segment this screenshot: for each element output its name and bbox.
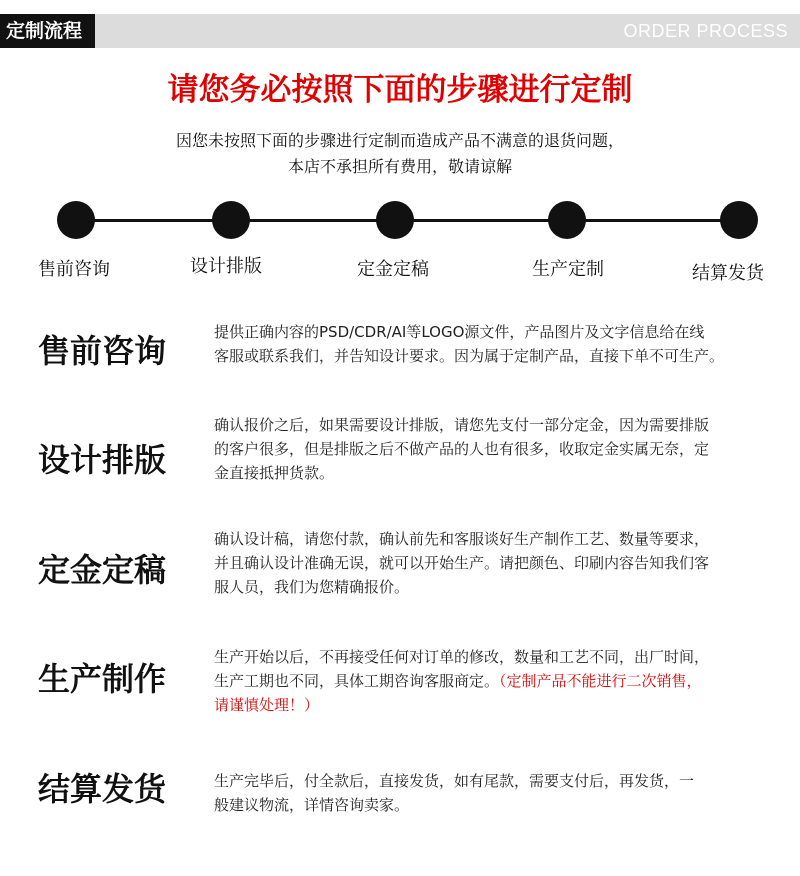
- description-line: 金直接抵押货款。: [214, 464, 335, 482]
- description-line: 服人员，我们为您精确报价。: [214, 578, 410, 596]
- section-title: 结算发货: [38, 770, 167, 808]
- description-line: 提供正确内容的PSD/CDR/AI等LOGO源文件，产品图片及文字信息给在线: [214, 323, 705, 341]
- section-description: [214, 527, 774, 599]
- description-line: 客服或联系我们，并告知设计要求。因为属于定制产品，直接下单不可生产。: [214, 347, 725, 365]
- warning-text: （定制产品不能进行二次销售，: [499, 672, 702, 690]
- timeline-label-2: 设计排版: [190, 256, 262, 277]
- timeline-label-5: 结算发货: [692, 263, 764, 284]
- description-line: 般建议物流，详情咨询卖家。: [214, 796, 410, 814]
- section-description: [214, 645, 774, 717]
- description-text: 生产工期也不同，具体工期咨询客服商定。: [214, 672, 500, 690]
- description-line: 确认设计稿，请您付款，确认前先和客服谈好生产制作工艺、数量等要求，: [214, 530, 710, 548]
- timeline-dot-1: [57, 201, 95, 239]
- notice-line-1: 因您未按照下面的步骤进行定制而造成产品不满意的退货问题，: [175, 131, 624, 150]
- section-description: [214, 320, 774, 368]
- section-title: 售前咨询: [38, 332, 167, 370]
- section-header-tab: 定制流程: [0, 14, 95, 48]
- page-headline: 请您务必按照下面的步骤进行定制: [167, 72, 633, 108]
- section-header-english-title: ORDER PROCESS: [623, 21, 788, 41]
- section-description: [214, 413, 774, 485]
- timeline-dot-5: [720, 201, 758, 239]
- section-header-bar: [0, 14, 800, 48]
- description-line: 并且确认设计准确无误，就可以开始生产。请把颜色、印刷内容告知我们客: [214, 554, 710, 572]
- description-line: 生产完毕后，付全款后，直接发货，如有尾款，需要支付后，再发货，一: [214, 772, 695, 790]
- timeline-label-4: 生产定制: [532, 259, 604, 280]
- timeline-label-1: 售前咨询: [38, 259, 110, 280]
- timeline-dot-3: [376, 201, 414, 239]
- section-title: 定金定稿: [38, 551, 167, 589]
- timeline-dot-2: [212, 201, 250, 239]
- section-description: [214, 769, 774, 817]
- timeline-label-3: 定金定稿: [357, 259, 429, 280]
- warning-text: 请谨慎处理！）: [214, 696, 320, 714]
- description-line: 生产开始以后，不再接受任何对订单的修改，数量和工艺不同，出厂时间，: [214, 648, 710, 666]
- notice-line-2: 本店不承担所有费用，敬请谅解: [287, 157, 512, 176]
- description-line: 的客户很多，但是排版之后不做产品的人也有很多，收取定金实属无奈，定: [214, 440, 710, 458]
- description-line: 确认报价之后，如果需要设计排版，请您先支付一部分定金，因为需要排版: [214, 416, 710, 434]
- description-line: [214, 669, 774, 693]
- timeline-dot-4: [548, 201, 586, 239]
- section-title: 设计排版: [38, 441, 167, 479]
- section-title: 生产制作: [38, 660, 167, 698]
